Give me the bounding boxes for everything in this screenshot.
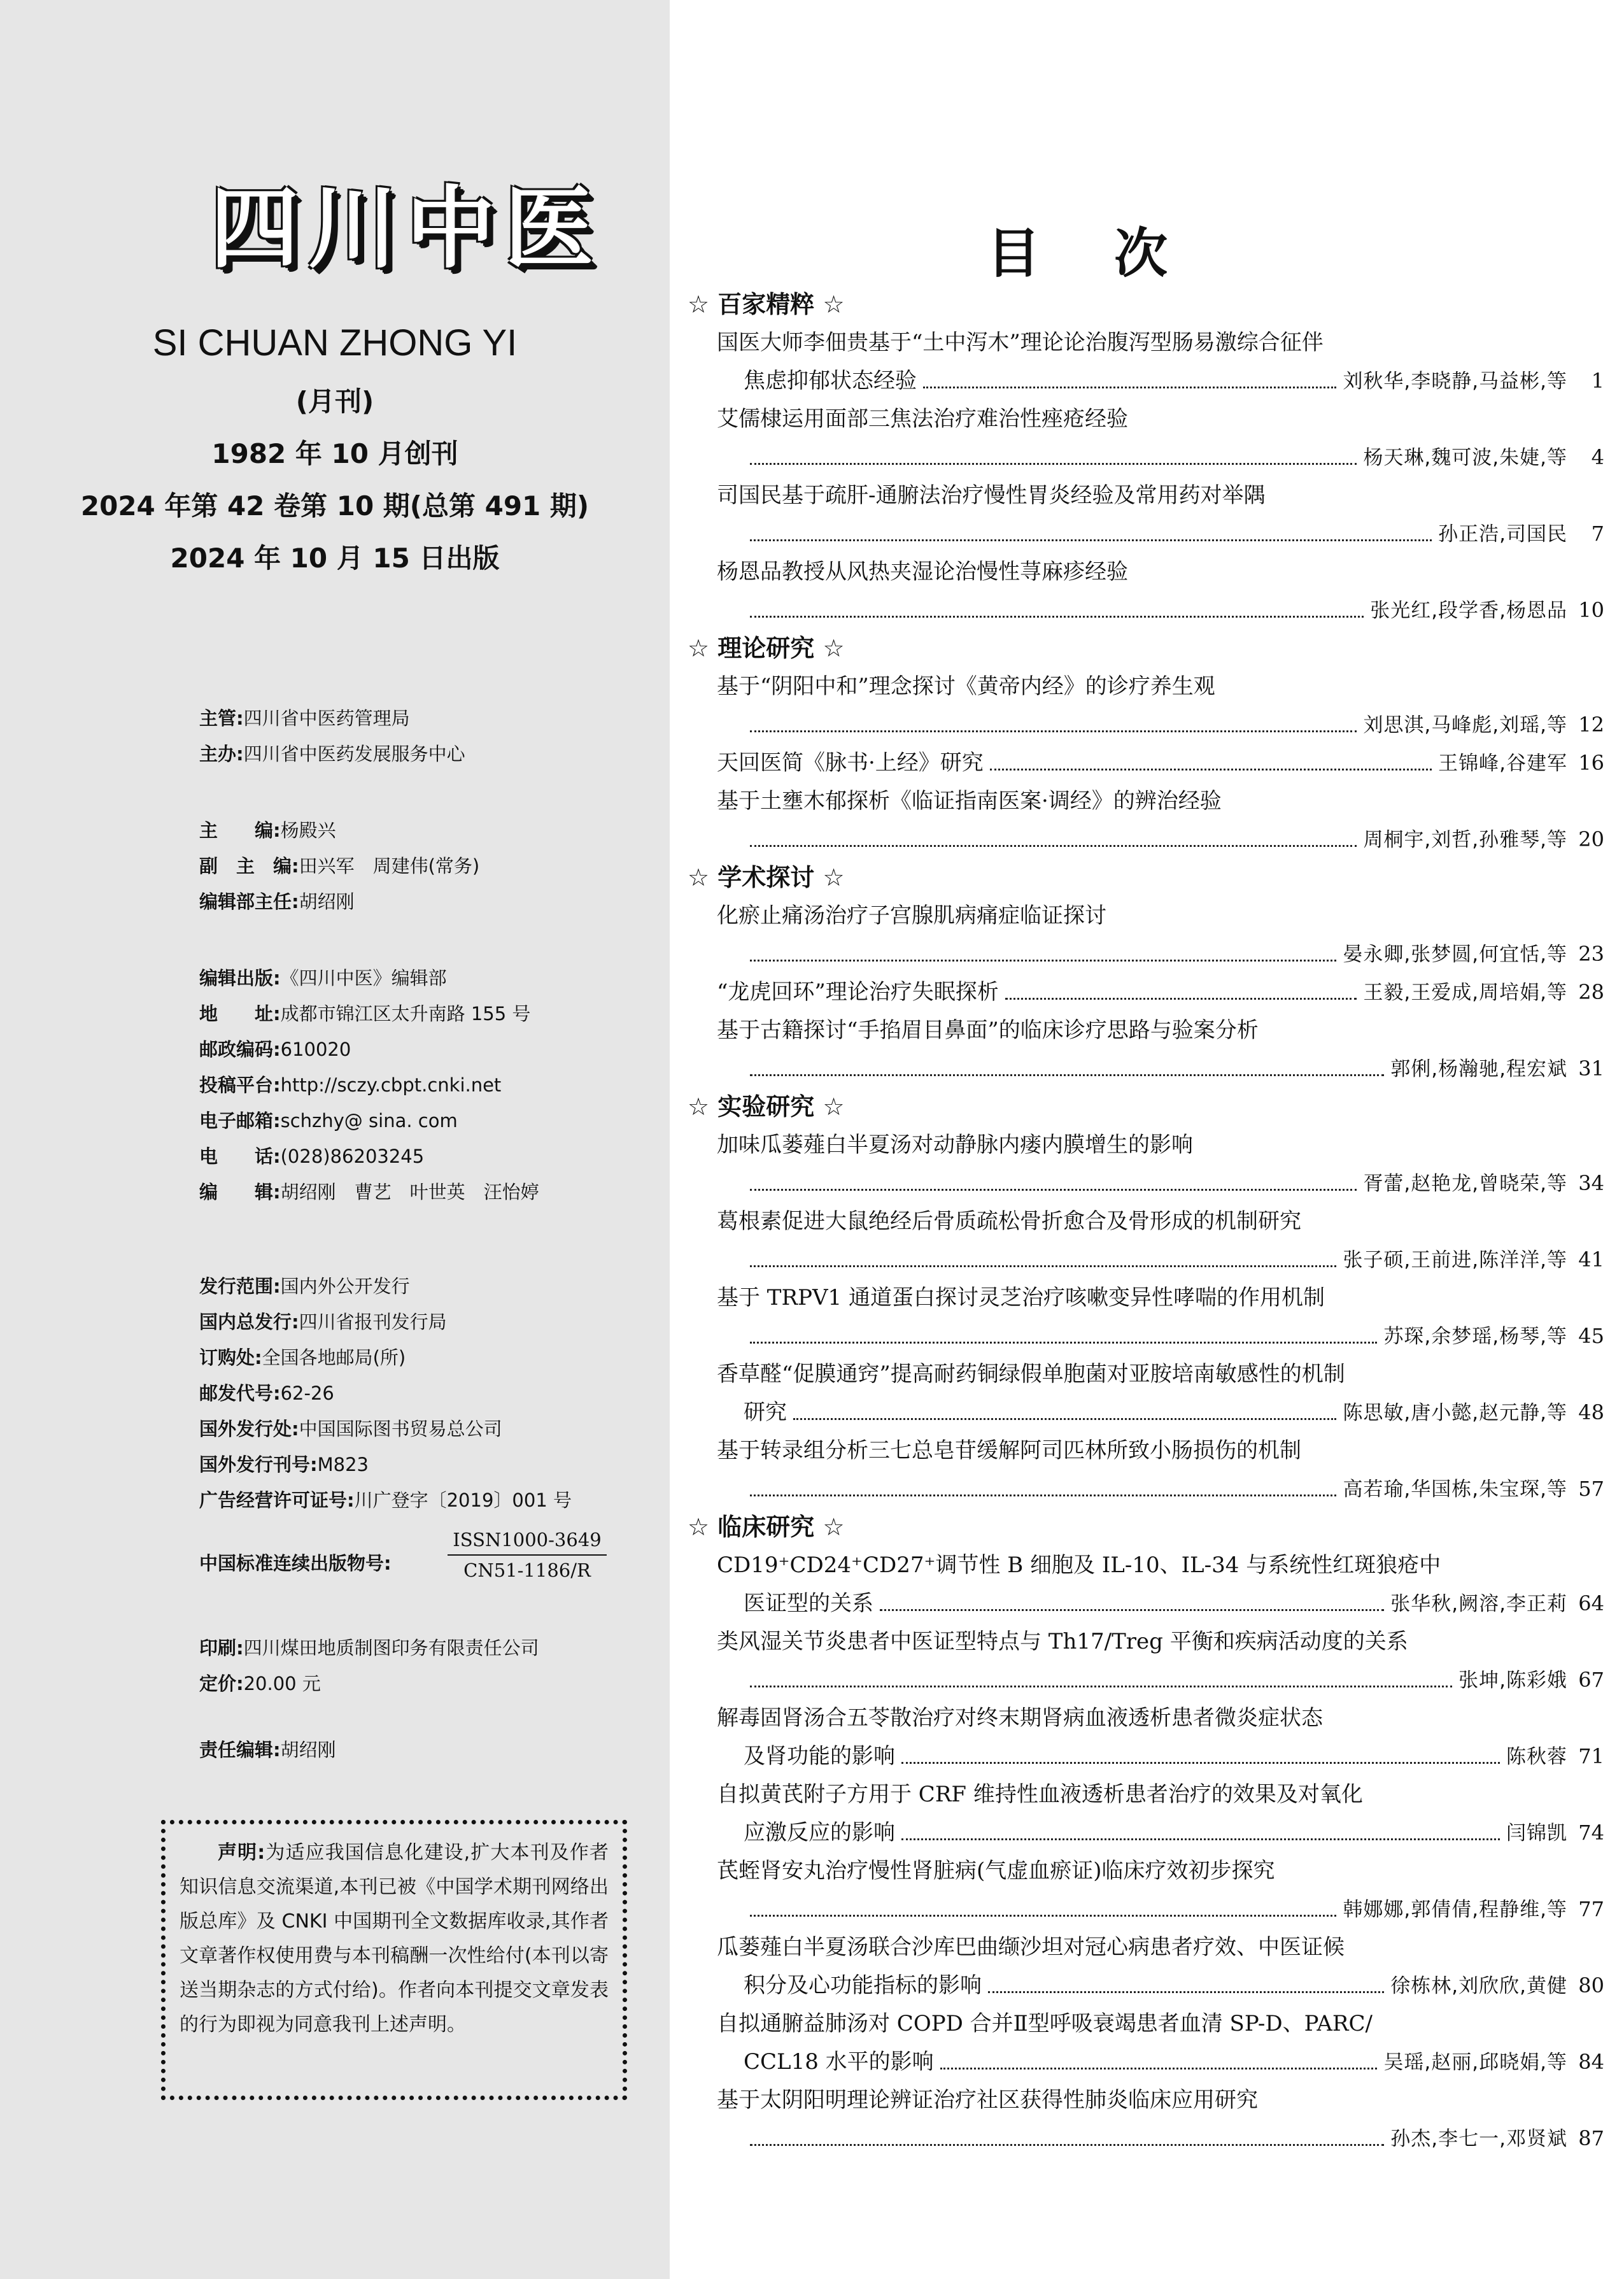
toc-section-name: 理论研究 xyxy=(709,634,823,662)
leader-dots xyxy=(750,616,1364,618)
info-row xyxy=(199,1139,658,1174)
info-value: http://sczy.cbpt.cnki.net xyxy=(280,1074,502,1096)
toc-entry-authors: 刘思淇,马峰彪,刘瑶,等 xyxy=(1363,714,1567,737)
toc-entry-page: 87 xyxy=(1578,2126,1604,2150)
info-key: 邮政编码: xyxy=(199,1039,281,1060)
leader-dots xyxy=(793,1418,1336,1420)
info-row xyxy=(199,1032,658,1067)
toc-entry-line xyxy=(688,591,1604,629)
toc-section-heading xyxy=(688,858,1604,897)
toc-entry-page: 57 xyxy=(1578,1477,1604,1501)
toc-entry-title: 香草醛“促膜通窍”提高耐药铜绿假单胞菌对亚胺培南敏感性的机制 xyxy=(717,1361,1345,1387)
star-icon: ☆ xyxy=(823,1093,845,1121)
info-value: 20.00 元 xyxy=(243,1673,321,1694)
toc-entry-title: 基于太阴阳明理论辨证治疗社区获得性肺炎临床应用研究 xyxy=(717,2087,1258,2113)
toc-entry-page: 16 xyxy=(1578,751,1604,775)
toc-title-char-1: 目 xyxy=(987,222,1041,285)
toc-entry xyxy=(688,2081,1604,2157)
toc-entry-line xyxy=(688,1164,1604,1202)
toc-entry xyxy=(688,1011,1604,1088)
info-key: 主 编: xyxy=(199,820,281,841)
toc-section-name: 学术探讨 xyxy=(709,863,823,891)
toc-entry-authors: 周桐宇,刘哲,孙雅琴,等 xyxy=(1363,828,1567,851)
toc-entry-title: 类风湿关节炎患者中医证型特点与 Th17/Treg 平衡和疾病活动度的关系 xyxy=(717,1629,1408,1654)
info-value: 成都市锦江区太升南路 155 号 xyxy=(280,1003,531,1025)
toc-section-heading xyxy=(688,1508,1604,1546)
toc-entry-title: 基于“阴阳中和”理念探讨《黄帝内经》的诊疗养生观 xyxy=(717,674,1215,699)
toc-entry-page: 4 xyxy=(1591,445,1604,469)
toc-entry-authors: 陈秋蓉 xyxy=(1506,1745,1567,1768)
leader-dots xyxy=(750,539,1432,541)
publish-date: 2024 年 10 月 15 日出版 xyxy=(170,543,500,574)
info-key: 定价: xyxy=(199,1673,244,1694)
toc-entry-title: “龙虎回环”理论治疗失眠探析 xyxy=(717,979,999,1005)
toc-entry-line xyxy=(688,2043,1604,2081)
toc-entry-page: 77 xyxy=(1578,1897,1604,1921)
info-row xyxy=(199,1411,658,1447)
leader-dots xyxy=(750,1189,1357,1191)
toc-section-name: 临床研究 xyxy=(709,1513,823,1541)
toc-entry-line xyxy=(688,362,1604,400)
info-key: 编 辑: xyxy=(199,1181,281,1203)
toc-entry xyxy=(688,323,1604,400)
toc-entry-authors: 苏琛,余梦瑶,杨琴,等 xyxy=(1383,1325,1567,1348)
issn-fraction xyxy=(448,1525,607,1585)
leader-dots xyxy=(1005,998,1357,1000)
toc-entry-title: 芪蛭肾安丸治疗慢性肾脏病(气虚血瘀证)临床疗效初步探究 xyxy=(717,1858,1275,1884)
leader-dots xyxy=(750,2144,1384,2146)
toc-entry-line xyxy=(688,935,1604,973)
toc-entry-line xyxy=(688,1814,1604,1852)
toc-entry-page: 45 xyxy=(1578,1324,1604,1348)
toc-entry-page: 74 xyxy=(1578,1821,1604,1845)
info-row xyxy=(199,1482,658,1518)
info-row xyxy=(199,996,658,1032)
toc-entry-page: 34 xyxy=(1578,1171,1604,1195)
info-key: 编辑出版: xyxy=(199,967,281,989)
toc-entry-page: 12 xyxy=(1578,713,1604,737)
info-key: 印刷: xyxy=(199,1637,244,1659)
leader-dots xyxy=(990,769,1432,770)
toc-entry-page: 7 xyxy=(1591,522,1604,546)
toc-entry-line xyxy=(688,515,1604,553)
frequency: (月刊) xyxy=(295,386,374,417)
toc-entry-authors: 王锦峰,谷建军 xyxy=(1438,752,1567,775)
star-icon: ☆ xyxy=(688,1513,710,1541)
leader-dots xyxy=(750,845,1357,847)
toc-entry-page: 67 xyxy=(1578,1668,1604,1692)
info-key: 邮发代号: xyxy=(199,1382,281,1404)
toc-entry-authors: 闫锦凯 xyxy=(1506,1822,1567,1845)
info-key: 地 址: xyxy=(199,1003,281,1025)
toc-entry-page: 10 xyxy=(1578,598,1604,622)
toc-entry-authors: 韩娜娜,郭倩倩,程静维,等 xyxy=(1343,1898,1567,1921)
toc-entry xyxy=(688,476,1604,553)
leader-dots xyxy=(750,730,1357,732)
toc-entry-authors: 刘秋华,李晓静,马益彬,等 xyxy=(1343,370,1567,393)
toc-entry-title: CD19⁺CD24⁺CD27⁺调节性 B 细胞及 IL-10、IL-34 与系统性红斑狼疮中 xyxy=(717,1552,1441,1578)
table-of-contents xyxy=(688,285,1604,2157)
leader-dots xyxy=(750,1686,1452,1687)
toc-entry-page: 64 xyxy=(1578,1591,1604,1615)
leader-dots xyxy=(901,1838,1500,1840)
toc-entry-line xyxy=(688,1890,1604,1928)
notice-text: 为适应我国信息化建设,扩大本刊及作者知识信息交流渠道,本刊已被《中国学术期刊网络出版总库》及 CNKI 中国期刊全文数据库收录,其作者文章著作权使用费与本刊稿酬一次性给付(本刊以寄送当期杂志的方式付给)。作者向本刊提交文章发表的行为即视为同意我刊上述声明。 xyxy=(180,1842,609,2036)
toc-entry xyxy=(688,1622,1604,1699)
toc-entry-line xyxy=(688,1584,1604,1622)
issn-block xyxy=(199,1525,658,1595)
toc-entry xyxy=(688,973,1604,1011)
info-row xyxy=(199,848,658,884)
info-key: 编辑部主任: xyxy=(199,891,299,912)
toc-section-name: 实验研究 xyxy=(709,1093,823,1121)
toc-section-heading xyxy=(688,629,1604,667)
toc-title-char-2: 次 xyxy=(1114,222,1168,285)
toc-entry-authors: 张坤,陈彩娥 xyxy=(1458,1669,1567,1692)
leader-dots xyxy=(750,1074,1384,1076)
toc-entry-title: 艾儒棣运用面部三焦法治疗难治性痤疮经验 xyxy=(717,406,1128,432)
toc-entry xyxy=(688,782,1604,858)
toc-entry xyxy=(688,1928,1604,2005)
toc-entry-title-cont: 应激反应的影响 xyxy=(744,1820,895,1845)
info-key: 广告经营许可证号: xyxy=(199,1489,355,1511)
info-value: 杨殿兴 xyxy=(280,820,336,841)
toc-entry-authors: 晏永卿,张梦圆,何宜恬,等 xyxy=(1343,943,1567,966)
toc-entry xyxy=(688,1852,1604,1928)
toc-entry xyxy=(688,744,1604,782)
star-icon: ☆ xyxy=(823,1513,845,1541)
info-block xyxy=(199,1732,658,1768)
toc-entry-line xyxy=(688,1317,1604,1355)
toc-entry-page: 41 xyxy=(1578,1247,1604,1272)
toc-entry-title: 瓜蒌薤白半夏汤联合沙库巴曲缬沙坦对冠心病患者疗效、中医证候 xyxy=(717,1935,1345,1960)
info-row xyxy=(199,1732,658,1768)
toc-entry xyxy=(688,1775,1604,1852)
info-value: 全国各地邮局(所) xyxy=(262,1347,406,1368)
toc-entry-authors: 高若瑜,华国栋,朱宝琛,等 xyxy=(1343,1478,1567,1501)
toc-entry xyxy=(688,2005,1604,2081)
toc-entry-authors: 孙杰,李七一,邓贤斌 xyxy=(1390,2127,1567,2150)
info-value: M823 xyxy=(317,1454,369,1475)
toc-entry-title-cont: CCL18 水平的影响 xyxy=(744,2049,934,2075)
info-value: 《四川中医》编辑部 xyxy=(280,967,447,989)
info-block xyxy=(199,1630,658,1701)
info-row xyxy=(199,1340,658,1375)
info-key: 主办: xyxy=(199,743,244,765)
leader-dots xyxy=(750,463,1357,465)
info-row xyxy=(199,1103,658,1139)
info-value: 四川省中医药管理局 xyxy=(243,707,410,729)
toc-entry-authors: 王毅,王爱成,周培娟,等 xyxy=(1363,981,1567,1004)
founded-date: 1982 年 10 月创刊 xyxy=(211,438,458,469)
toc-entry-line xyxy=(688,1049,1604,1088)
leader-dots xyxy=(750,1342,1377,1344)
leader-dots xyxy=(750,1494,1336,1496)
toc-entry-authors: 吴瑶,赵丽,邱晓娟,等 xyxy=(1383,2051,1567,2074)
star-icon: ☆ xyxy=(823,863,845,891)
cn-number: CN51-1186/R xyxy=(463,1559,591,1581)
toc-entry-title: 化瘀止痛汤治疗子宫腺肌病痛症临证探讨 xyxy=(717,903,1106,928)
toc-entry-page: 28 xyxy=(1578,980,1604,1004)
toc-entry-line xyxy=(688,1393,1604,1431)
toc-entry-line xyxy=(688,2119,1604,2157)
info-row xyxy=(199,1375,658,1411)
info-value: (028)86203245 xyxy=(280,1146,425,1167)
toc-section-name: 百家精粹 xyxy=(709,290,823,318)
toc-section-heading xyxy=(688,285,1604,323)
info-value: 胡绍刚 xyxy=(299,891,355,912)
issn-number: ISSN1000-3649 xyxy=(448,1525,607,1556)
info-row xyxy=(199,700,658,736)
toc-entry-line xyxy=(688,744,1604,782)
toc-entry-line xyxy=(688,1240,1604,1279)
toc-title xyxy=(987,215,1216,292)
info-row xyxy=(199,1630,658,1666)
info-value: 田兴军 周建伟(常务) xyxy=(299,855,480,877)
toc-entry-line xyxy=(688,1661,1604,1699)
info-row xyxy=(199,1666,658,1701)
toc-entry xyxy=(688,667,1604,744)
info-value: 国内外公开发行 xyxy=(280,1275,410,1297)
info-key: 电 话: xyxy=(199,1146,281,1167)
toc-entry-title: 加味瓜蒌薤白半夏汤对动静脉内瘘内膜增生的影响 xyxy=(717,1132,1193,1158)
toc-entry-line xyxy=(688,438,1604,476)
info-block xyxy=(199,700,658,772)
leader-dots xyxy=(923,387,1336,388)
star-icon: ☆ xyxy=(688,863,710,891)
star-icon: ☆ xyxy=(688,634,710,662)
toc-entry xyxy=(688,1279,1604,1355)
info-key: 投稿平台: xyxy=(199,1074,281,1096)
toc-entry-authors: 徐栋林,刘欣欣,黄健 xyxy=(1390,1975,1567,1998)
info-block xyxy=(199,813,658,919)
info-key: 责任编辑: xyxy=(199,1739,281,1761)
info-block xyxy=(199,960,658,1210)
toc-entry-title-cont: 及肾功能的影响 xyxy=(744,1743,895,1769)
toc-entry-title: 自拟黄芪附子方用于 CRF 维持性血液透析患者治疗的效果及对氧化 xyxy=(717,1782,1363,1807)
info-value: 川广登字〔2019〕001 号 xyxy=(354,1489,572,1511)
toc-entry-line xyxy=(688,1966,1604,2005)
star-icon: ☆ xyxy=(823,290,845,318)
info-key: 电子邮箱: xyxy=(199,1110,281,1132)
info-row xyxy=(199,1447,658,1482)
left-column xyxy=(0,0,670,2279)
toc-entry-authors: 张光红,段学香,杨恩品 xyxy=(1370,599,1567,622)
info-block xyxy=(199,1268,658,1518)
info-value: 62-26 xyxy=(280,1382,334,1404)
toc-entry-page: 48 xyxy=(1578,1400,1604,1424)
info-key: 主管: xyxy=(199,707,244,729)
info-key: 国外发行刊号: xyxy=(199,1454,318,1475)
toc-entry-title: 基于土壅木郁探析《临证指南医案·调经》的辨治经验 xyxy=(717,788,1222,814)
info-row xyxy=(199,813,658,848)
info-value: 胡绍刚 xyxy=(280,1739,336,1761)
info-key: 副 主 编: xyxy=(199,855,299,877)
toc-entry-page: 80 xyxy=(1578,1973,1604,1998)
info-value: 四川省中医药发展服务中心 xyxy=(243,743,465,765)
leader-dots xyxy=(880,1609,1384,1611)
toc-entry xyxy=(688,897,1604,973)
toc-entry-page: 20 xyxy=(1578,827,1604,851)
toc-entry xyxy=(688,1202,1604,1279)
toc-entry xyxy=(688,1546,1604,1622)
info-row xyxy=(199,1268,658,1304)
toc-entry-title: 基于 TRPV1 通道蛋白探讨灵芝治疗咳嗽变异性哮喘的作用机制 xyxy=(717,1285,1325,1310)
toc-entry-title: 杨恩品教授从风热夹湿论治慢性荨麻疹经验 xyxy=(717,559,1128,585)
info-row xyxy=(199,1304,658,1340)
toc-entry-authors: 张子硕,王前进,陈洋洋,等 xyxy=(1343,1249,1567,1272)
toc-entry-title: 基于古籍探讨“手掐眉目鼻面”的临床诊疗思路与验案分析 xyxy=(717,1018,1259,1043)
toc-entry-title: 自拟通腑益肺汤对 COPD 合并Ⅱ型呼吸衰竭患者血清 SP-D、PARC/ xyxy=(717,2011,1373,2036)
toc-entry xyxy=(688,1126,1604,1202)
toc-entry-line xyxy=(688,706,1604,744)
toc-entry-authors: 孙正浩,司国民 xyxy=(1438,523,1567,546)
leader-dots xyxy=(901,1762,1500,1764)
issn-label: 中国标准连续出版物号: xyxy=(199,1552,392,1574)
toc-entry-authors: 张华秋,阙溶,李正莉 xyxy=(1390,1593,1567,1615)
toc-entry-authors: 胥蕾,赵艳龙,曾晓荣,等 xyxy=(1363,1172,1567,1195)
toc-entry-page: 71 xyxy=(1578,1744,1604,1768)
info-value: schzhy@ sina. com xyxy=(280,1110,458,1132)
notice-label: 声明: xyxy=(218,1842,265,1864)
info-key: 发行范围: xyxy=(199,1275,281,1297)
toc-entry-title: 葛根素促进大鼠绝经后骨质疏松骨折愈合及骨形成的机制研究 xyxy=(717,1209,1301,1234)
copyright-notice xyxy=(161,1820,627,2100)
toc-entry-authors: 郭俐,杨瀚驰,程宏斌 xyxy=(1390,1058,1567,1081)
info-value: 胡绍刚 曹艺 叶世英 汪怡婷 xyxy=(280,1181,539,1203)
leader-dots xyxy=(940,2068,1378,2070)
toc-entry-title-cont: 医证型的关系 xyxy=(744,1591,873,1616)
toc-entry xyxy=(688,1431,1604,1508)
info-row xyxy=(199,736,658,772)
info-row xyxy=(199,884,658,919)
toc-entry-line xyxy=(688,1470,1604,1508)
toc-entry-title-cont: 积分及心功能指标的影响 xyxy=(744,1973,982,1998)
toc-entry-line xyxy=(688,973,1604,1011)
toc-entry xyxy=(688,1699,1604,1775)
issue-number: 2024 年第 42 卷第 10 期(总第 491 期) xyxy=(80,490,590,522)
leader-dots xyxy=(988,1991,1384,1993)
info-key: 国内总发行: xyxy=(199,1311,299,1333)
toc-entry-page: 1 xyxy=(1591,369,1604,393)
star-icon: ☆ xyxy=(688,1093,710,1121)
toc-entry-title-cont: 焦虑抑郁状态经验 xyxy=(744,368,917,394)
toc-entry-page: 31 xyxy=(1578,1056,1604,1081)
toc-entry-authors: 陈思敏,唐小懿,赵元静,等 xyxy=(1343,1402,1567,1424)
star-icon: ☆ xyxy=(823,634,845,662)
toc-entry-page: 23 xyxy=(1578,942,1604,966)
toc-entry-title: 天回医简《脉书·上经》研究 xyxy=(717,750,984,776)
toc-entry-line xyxy=(688,820,1604,858)
toc-entry xyxy=(688,553,1604,629)
info-value: 四川煤田地质制图印务有限责任公司 xyxy=(243,1637,539,1659)
info-row xyxy=(199,1174,658,1210)
toc-entry-page: 84 xyxy=(1578,2050,1604,2074)
toc-entry xyxy=(688,400,1604,476)
toc-entry-title: 国医大师李佃贵基于“土中泻木”理论论治腹泻型肠易激综合征伴 xyxy=(717,330,1324,355)
toc-entry-title: 解毒固肾汤合五苓散治疗对终末期肾病血液透析患者微炎症状态 xyxy=(717,1705,1323,1731)
info-row xyxy=(199,960,658,996)
toc-entry xyxy=(688,1355,1604,1431)
info-value: 中国国际图书贸易总公司 xyxy=(299,1418,502,1440)
info-row xyxy=(199,1067,658,1103)
star-icon: ☆ xyxy=(688,290,710,318)
leader-dots xyxy=(750,1915,1336,1917)
toc-entry-authors: 杨天琳,魏可波,朱婕,等 xyxy=(1363,446,1567,469)
info-value: 610020 xyxy=(280,1039,351,1060)
info-key: 订购处: xyxy=(199,1347,262,1368)
info-value: 四川省报刊发行局 xyxy=(299,1311,447,1333)
toc-entry-line xyxy=(688,1737,1604,1775)
leader-dots xyxy=(750,1265,1336,1267)
toc-entry-title: 基于转录组分析三七总皂苷缓解阿司匹林所致小肠损伤的机制 xyxy=(717,1438,1301,1463)
toc-section-heading xyxy=(688,1088,1604,1126)
toc-entry-title-cont: 研究 xyxy=(744,1400,787,1425)
toc-entry-title: 司国民基于疏肝-通腑法治疗慢性胃炎经验及常用药对举隅 xyxy=(717,483,1266,508)
journal-pinyin: SI CHUAN ZHONG YI xyxy=(152,322,518,364)
leader-dots xyxy=(750,960,1336,962)
journal-masthead: 四川中医 xyxy=(210,177,603,281)
info-key: 国外发行处: xyxy=(199,1418,299,1440)
